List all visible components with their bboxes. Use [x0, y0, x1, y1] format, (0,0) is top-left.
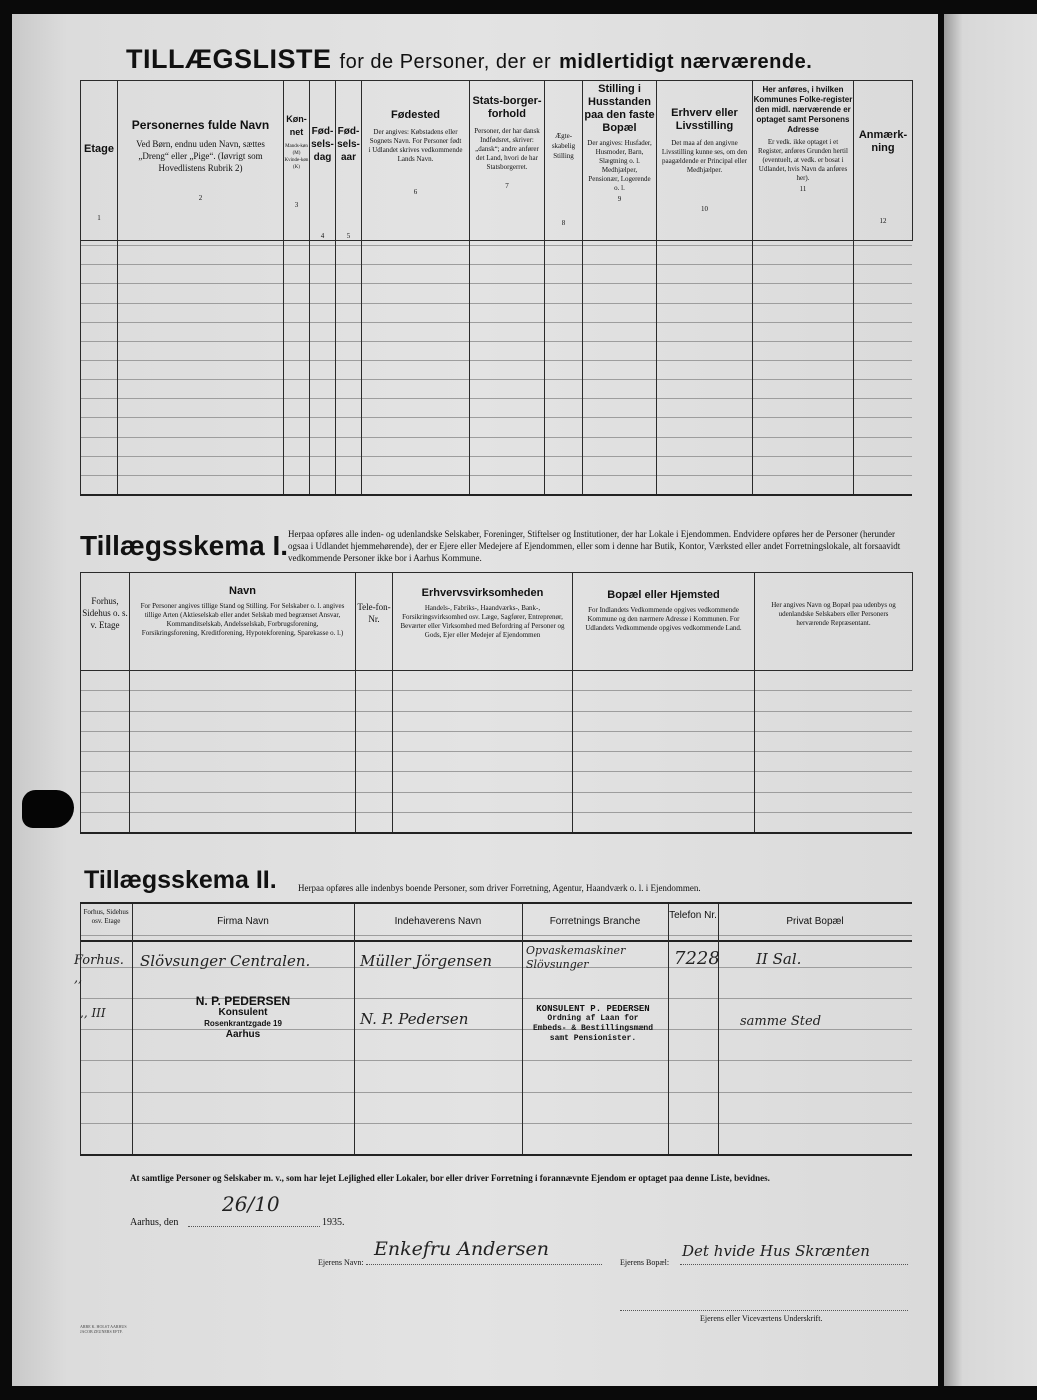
s2-col-line: [718, 904, 719, 1154]
declaration: At samtlige Personer og Selskaber m. v., som har lejet Lejlighed eller Lokaler, bor eller driver Forretning i forannævnte Ejendom er optaget paa denne Liste, bevidnes.: [130, 1173, 770, 1183]
col-statsborger: Stats-borger-forhold Personer, der har dansk Indfødsret, skriver: „dansk“; andre anfører det Land, hvori de har Statsborgerret. 7: [470, 81, 545, 241]
main-col-line: [361, 226, 362, 494]
skema1-body: [80, 670, 912, 832]
owner-name-label: Ejerens Navn:: [318, 1258, 364, 1267]
main-row-line: [80, 417, 912, 418]
main-row-line: [80, 437, 912, 438]
stamp2-line2: Ordning af Laan for: [547, 1014, 639, 1023]
row2-indehaver: N. P. Pedersen: [360, 1010, 469, 1028]
main-bottom-line: [80, 494, 912, 496]
thumb-shadow: [22, 790, 74, 828]
s2-row-line: [80, 1092, 912, 1093]
s1-col-repraesentant: Her angives Navn og Bopæl paa udenbys og udenlandske Selskabers eller Personers herværende Repræsentant.: [755, 573, 913, 671]
col-fodselsaar: Fød-sels-aar 5: [336, 81, 362, 241]
col-kon: Køn-net Mands-køn (M) Kvinde-køn (K) 3: [284, 81, 310, 241]
s2-col-etage: Forhus, Sidehus osv. Etage: [83, 908, 129, 925]
s1-col-navn: Navn For Personer angives tillige Stand og Stilling. For Selskaber o. l. angives tillige Arten (Aktieselskab eller andet Selskab med begrænset Ansvar, Kommanditselskab, Andelsselskab, Forbrugsforening, Forsikringsforening, Kreditforening, Hypotekforening, Sparekasse o. l.): [130, 573, 356, 671]
owner-address-line: [680, 1264, 908, 1265]
skema1-header-row: [81, 573, 913, 671]
col-fodested: Fødested Der angives: Købstadens eller Sognets Navn. For Personer født i Udlandet skrives vedkommende Lands Navn. 6: [362, 81, 470, 241]
col-stilling: Stilling i Husstanden paa den faste Bopæl Der angives: Husfader, Husmoder, Barn, Slægtning o. l. Medhjælper, Pensionær, Logerende o. l. 9: [583, 81, 657, 241]
s1-row-line: [80, 690, 912, 691]
main-list-header-row: [81, 81, 913, 241]
stamp1-line3: Rosenkrantzgade 19: [204, 1019, 282, 1028]
main-row-line: [80, 303, 912, 304]
owner-address-label: Ejerens Bopæl:: [620, 1258, 670, 1267]
skema1-intro: Herpaa opføres alle inden- og udenlandske Selskaber, Foreninger, Stiftelser og Institutioner, der har Lokale i Ejendommen. Endvidere opføres her de Personer (herunder ogsaa i Udlandet hjemmehørende), der er Ejere eller Medejere af Ejendommen, eller som i denne har Butik, Kontor, Værksted eller andet Forretningslokale, alt forsaavidt vedkommende Personer ikke bor i Aarhus Kommune.: [288, 529, 901, 563]
title-bold: TILLÆGSLISTE: [126, 44, 332, 74]
main-row-line: [80, 360, 912, 361]
row2-etage: ,, III: [80, 1006, 106, 1020]
row1-indehaver: Müller Jörgensen: [360, 952, 493, 970]
s1-row-line: [80, 792, 912, 793]
main-col-line: [853, 226, 854, 494]
s1-col-etage: Forhus, Sidehus o. s. v. Etage: [81, 573, 130, 671]
stamp2-line3: Embeds- & Bestillingsmænd: [532, 1024, 654, 1033]
s2-row-line: [80, 1123, 912, 1124]
s1-col-telefon: Tele-fon-Nr.: [356, 573, 393, 671]
main-col-line: [582, 226, 583, 494]
s1-row-line: [80, 711, 912, 712]
s1-col-line: [392, 670, 393, 832]
s2-col-line: [354, 904, 355, 1154]
main-col-line: [283, 226, 284, 494]
s1-col-line: [355, 670, 356, 832]
col-erhverv: Erhverv eller Livsstilling Det maa af den angivne Livsstilling kunne ses, om den paagældende er Principal eller Medhjælper. 10: [657, 81, 753, 241]
row1-branche: Opvaskemaskiner Slövsunger: [526, 944, 626, 971]
skema2-title: Tillægsskema II.: [84, 866, 277, 894]
s2-col-indehaver: Indehaverens Navn: [394, 916, 482, 927]
col-fodselsdag: Fød-sels-dag 4: [310, 81, 336, 241]
s2-col-line: [80, 904, 81, 1154]
s1-col-bopael: Bopæl eller Hjemsted For Indlandets Vedkommende opgives vedkommende Kommune og den nærmere Adresse i Kommunen. For Udlandets Vedkommende opgives vedkommende Land.: [573, 573, 755, 671]
date-line: [188, 1226, 320, 1227]
stamp-konsulent: [498, 1004, 688, 1044]
main-row-line: [80, 264, 912, 265]
s1-row-line: [80, 812, 912, 813]
skema1-table: [80, 572, 913, 671]
signature-label: Ejerens eller Viceværtens Underskrift.: [700, 1314, 823, 1323]
s1-bottom-line: [80, 832, 912, 834]
main-row-line: [80, 283, 912, 284]
row2-bopael: samme Sted: [740, 1014, 822, 1029]
main-row-line: [80, 398, 912, 399]
col-anmaerkning: Anmærk-ning 12: [854, 81, 913, 241]
s1-col-line: [80, 670, 81, 832]
owner-name-handwritten: Enkefru Andersen: [374, 1238, 549, 1260]
s1-col-erhverv: Erhvervsvirksomheden Handels-, Fabriks-, Haandværks-, Bank-, Forsikringsvirksomhed osv. Læge, Sagfører, Entreprenør, Beværter eller Virksomhed med Befordring af Personer og Gods, Ejer eller Medejer af Ejendommen: [393, 573, 573, 671]
s2-col-firma: Firma Navn: [217, 916, 269, 927]
stamp2-line1: KONSULENT P. PEDERSEN: [536, 1004, 650, 1014]
main-col-line: [544, 226, 545, 494]
s2-row-line: [80, 1060, 912, 1061]
title-rest: for de Personer, der er: [339, 51, 552, 73]
s2-col-line: [132, 904, 133, 1154]
main-list-table: [80, 80, 913, 241]
signature-line: [620, 1310, 908, 1311]
col-etage: Etage 1: [81, 81, 118, 241]
stamp-np-pedersen: [168, 996, 318, 1040]
main-col-line: [80, 226, 81, 494]
title-bold2: midlertidigt nærværende.: [559, 51, 813, 73]
s1-row-line: [80, 731, 912, 732]
main-col-line: [335, 226, 336, 494]
main-row-line: [80, 475, 912, 476]
s1-row-line: [80, 751, 912, 752]
stamp1-line2: Konsulent: [218, 1007, 268, 1018]
s1-col-line: [754, 670, 755, 832]
owner-name-line: [366, 1264, 602, 1265]
owner-address-handwritten: Det hvide Hus Skrænten: [682, 1242, 870, 1260]
s1-col-line: [129, 670, 130, 832]
skema2-intro: Herpaa opføres alle indenbys boende Personer, som driver Forretning, Agentur, Haandværk o. l. i Ejendommen.: [298, 883, 701, 893]
s2-col-telefon: Telefon Nr.: [669, 910, 717, 921]
date-handwritten: 26/10: [222, 1192, 280, 1216]
main-row-line: [80, 341, 912, 342]
stamp1-line1: N. P. PEDERSEN: [195, 994, 291, 1008]
col-aegteskab: Ægte-skabelig Stilling 8: [545, 81, 583, 241]
s1-row-line: [80, 771, 912, 772]
row1-telefon: 7228: [674, 948, 720, 969]
skema1-title: Tillægsskema I.: [80, 530, 289, 561]
main-list-body: [80, 226, 912, 494]
col-name: Personernes fulde Navn Ved Børn, endnu uden Navn, sættes „Dreng“ eller „Pige“. (Iøvrigt som Hovedlistens Rubrik 2) 2: [118, 81, 284, 241]
main-row-line: [80, 456, 912, 457]
main-row-line: [80, 322, 912, 323]
adjacent-page-edge: [944, 14, 1037, 1386]
col-folkeregister: Her anføres, i hvilken Kommunes Folke-register den midl. nærværende er optaget samt Personens Adresse Er vedk. ikke optaget i et Register, anføres Grunden hertil (eventuelt, at vedk. er bosat i Udlandet, hvis Navn da anføres her). 11: [753, 81, 854, 241]
year: 1935.: [322, 1217, 345, 1228]
printer-imprint: ARBE K. HOLST AARHUS JACOB ZEUNERS EFTF.: [80, 1324, 127, 1334]
place-label: Aarhus, den: [130, 1217, 179, 1228]
s2-col-branche: Forretnings Branche: [549, 916, 641, 927]
main-row-line: [80, 245, 912, 246]
row1-bopael: II Sal.: [756, 950, 802, 968]
skema2-table: [74, 902, 912, 1155]
s2-col-bopael: Privat Bopæl: [786, 916, 844, 927]
main-col-line: [656, 226, 657, 494]
main-col-line: [469, 226, 470, 494]
main-col-line: [309, 226, 310, 494]
stamp1-line4: Aarhus: [225, 1029, 261, 1040]
row1-firma: Slövsunger Centralen.: [140, 952, 311, 970]
row1-etage: Forhus. ,,: [74, 953, 124, 986]
s2-row-line: [80, 935, 912, 936]
main-list-title: [126, 44, 812, 75]
stamp2-line4: samt Pensionister.: [549, 1034, 637, 1043]
s1-col-line: [572, 670, 573, 832]
main-col-line: [752, 226, 753, 494]
main-col-line: [117, 226, 118, 494]
main-row-line: [80, 379, 912, 380]
s2-bottom-line: [80, 1154, 912, 1156]
